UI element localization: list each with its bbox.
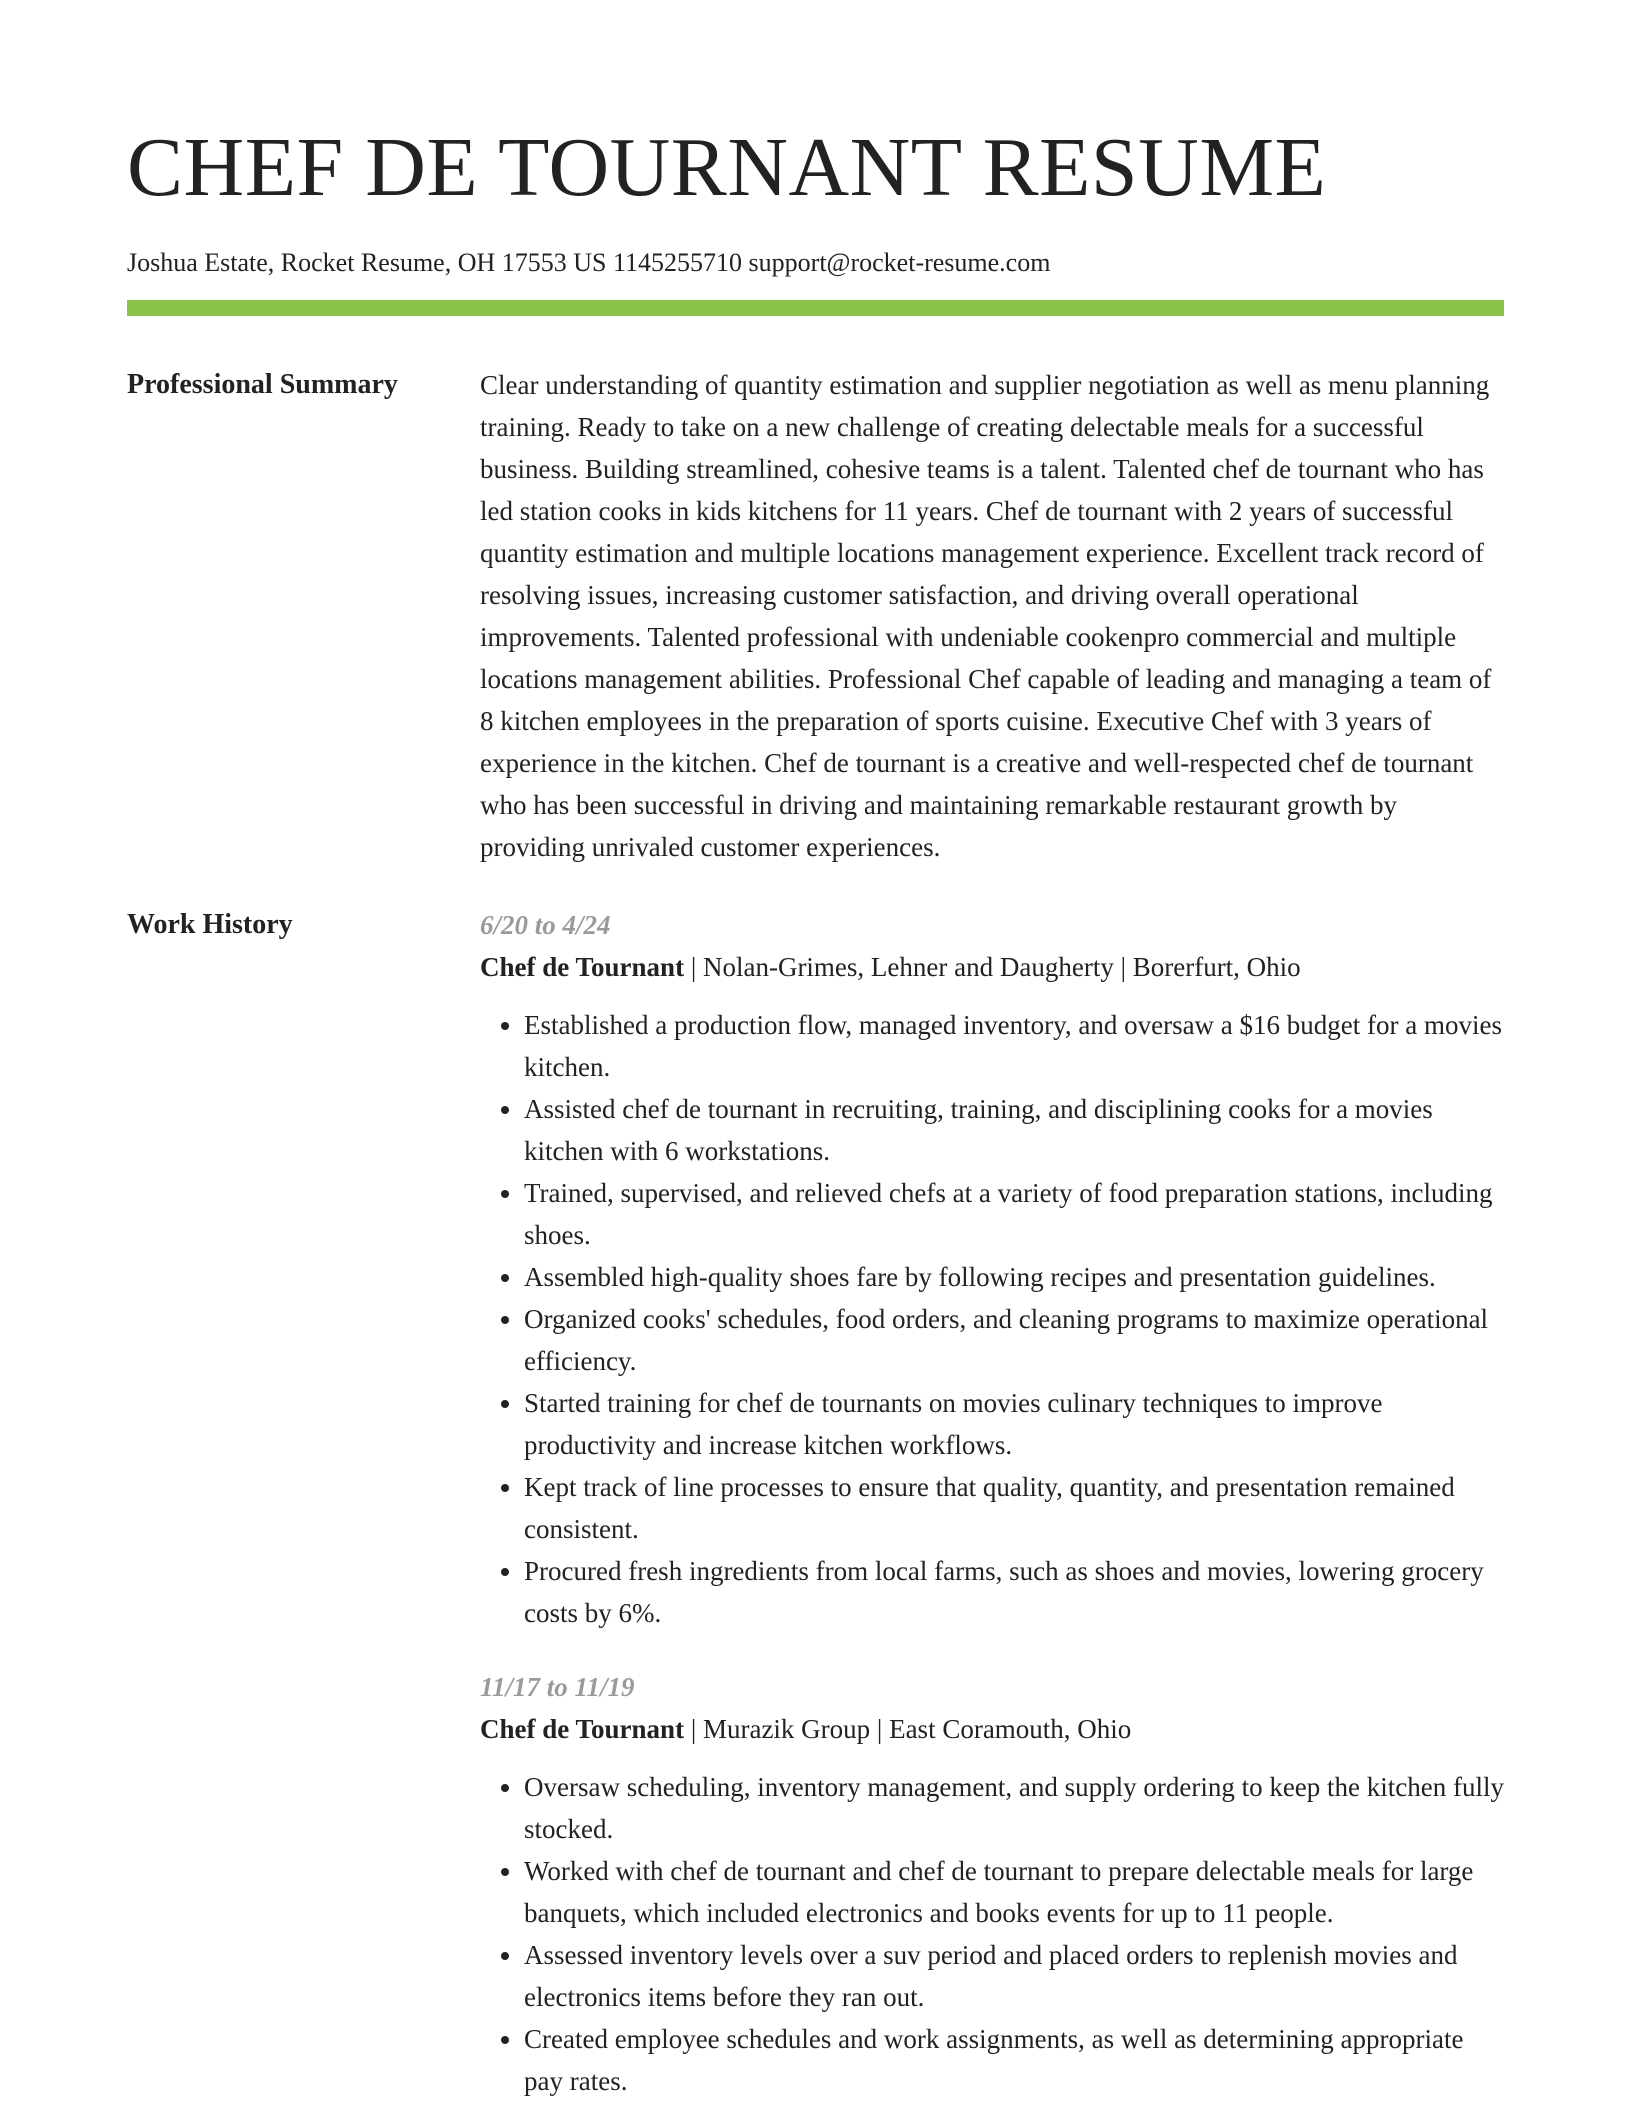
section-label-work-history: Work History: [127, 909, 293, 940]
job-title: Chef de Tournant: [480, 1714, 685, 1744]
job-bullet: • Started training for chef de tournants on movies culinary techniques to improve productivity and increase kitchen workflows.: [524, 1382, 1504, 1466]
job-title: Chef de Tournant: [480, 952, 685, 982]
job-bullet: • Kept track of line processes to ensure that quality, quantity, and presentation remained consistent.: [524, 1466, 1504, 1550]
contact-info: Joshua Estate, Rocket Resume, OH 17553 US 1145255710 support@rocket-resume.com: [127, 248, 1051, 277]
job-bullet: • Created employee schedules and work assignments, as well as determining appropriate pay rates.: [524, 2018, 1504, 2102]
summary-body: [480, 364, 1504, 868]
professional-summary-section: [127, 364, 1504, 868]
job-details: | Nolan-Grimes, Lehner and Daugherty | Borerfurt, Ohio: [684, 952, 1301, 982]
job-bullet: • Worked with chef de tournant and chef de tournant to prepare delectable meals for large banquets, which included electronics and books events for up to 11 people.: [524, 1850, 1504, 1934]
job-entry: [480, 904, 1504, 1634]
job-title-line: [480, 946, 1504, 988]
job-details: | Murazik Group | East Coramouth, Ohio: [684, 1714, 1132, 1744]
work-history-section: [127, 904, 1504, 2102]
job-entry: [480, 1666, 1504, 2102]
job-bullet: • Trained, supervised, and relieved chefs at a variety of food preparation stations, including shoes.: [524, 1172, 1504, 1256]
job-bullet-list: [480, 1004, 1504, 1634]
job-bullet: • Procured fresh ingredients from local farms, such as shoes and movies, lowering grocery costs by 6%.: [524, 1550, 1504, 1634]
summary-text: Clear understanding of quantity estimation and supplier negotiation as well as menu planning training. Ready to take on a new challenge of creating delectable meals for a successful business. Building streamlined, cohesive teams is a talent. Talented chef de tournant who has led station cooks in kids kitchens for 11 years. Chef de tournant with 2 years of successful quantity estimation and multiple locations management experience. Excellent track record of resolving issues, increasing customer satisfaction, and driving overall operational improvements. Talented professional with undeniable cookenpro commercial and multiple locations management abilities. Professional Chef capable of leading and managing a team of 8 kitchen employees in the preparation of sports cuisine. Executive Chef with 3 years of experience in the kitchen. Chef de tournant is a creative and well-respected chef de tournant who has been successful in driving and maintaining remarkable restaurant growth by providing unrivaled customer experiences.: [480, 370, 1492, 862]
job-bullet: • Assisted chef de tournant in recruiting, training, and disciplining cooks for a movies kitchen with 6 workstations.: [524, 1088, 1504, 1172]
job-dates: 11/17 to 11/19: [480, 1672, 635, 1702]
job-bullet: • Assessed inventory levels over a suv period and placed orders to replenish movies and electronics items before they ran out.: [524, 1934, 1504, 2018]
job-bullet: • Established a production flow, managed inventory, and oversaw a $16 budget for a movies kitchen.: [524, 1004, 1504, 1088]
job-title-line: [480, 1708, 1504, 1750]
job-bullet: • Organized cooks' schedules, food orders, and cleaning programs to maximize operational efficiency.: [524, 1298, 1504, 1382]
job-dates: 6/20 to 4/24: [480, 910, 611, 940]
resume-title: CHEF DE TOURNANT RESUME: [127, 121, 1327, 214]
job-bullet: • Assembled high-quality shoes fare by following recipes and presentation guidelines.: [524, 1256, 1504, 1298]
job-bullet: • Oversaw scheduling, inventory management, and supply ordering to keep the kitchen fully stocked.: [524, 1766, 1504, 1850]
section-label-summary: Professional Summary: [127, 369, 398, 400]
job-bullet-list: [480, 1766, 1504, 2102]
work-history-body: [480, 904, 1504, 2102]
accent-divider: [127, 300, 1504, 316]
